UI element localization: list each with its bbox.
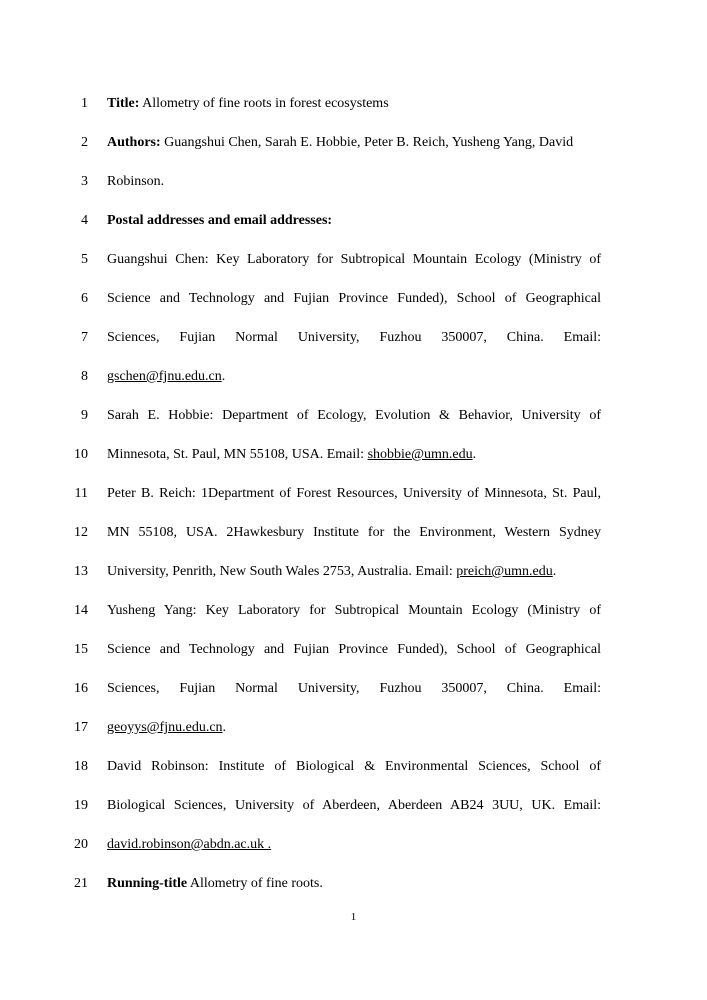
punctuation: . — [222, 720, 227, 735]
line-17 — [0, 718, 707, 738]
addresses-heading: Postal addresses and email addresses: — [107, 213, 333, 228]
line-number: 6 — [81, 291, 88, 306]
line-20 — [0, 835, 707, 855]
running-title-text: Allometry of fine roots. — [187, 876, 323, 891]
email-line — [107, 835, 601, 855]
title-label: Title: — [107, 96, 140, 111]
address-text: Sciences, Fujian Normal University, Fuzhou 350007, China. Email: — [107, 330, 601, 345]
punctuation: . — [221, 369, 226, 384]
title-text: Allometry of fine roots in forest ecosystems — [139, 96, 389, 111]
line-9 — [0, 406, 707, 426]
address-text: Sciences, Fujian Normal University, Fuzhou 350007, China. Email: — [107, 681, 601, 696]
address-text: David Robinson: Institute of Biological & Environmental Sciences, School of — [107, 759, 601, 774]
authors-label: Authors: — [107, 135, 161, 150]
authors-text: Guangshui Chen, Sarah E. Hobbie, Peter B. Reich, Yusheng Yang, David — [160, 135, 574, 150]
line-number: 16 — [74, 681, 88, 696]
running-title-line — [107, 874, 601, 894]
address-text: Science and Technology and Fujian Province Funded), School of Geographical — [107, 642, 601, 657]
email-link-shobbie[interactable]: shobbie@umn.edu — [367, 447, 473, 462]
line-6 — [0, 289, 707, 309]
line-19 — [0, 796, 707, 816]
line-number: 9 — [81, 408, 88, 423]
line-number: 15 — [74, 642, 88, 657]
line-number: 12 — [74, 525, 88, 540]
punctuation: . — [552, 564, 557, 579]
line-number: 1 — [81, 96, 88, 111]
line-number: 3 — [81, 174, 88, 189]
address-email-line — [107, 562, 601, 582]
line-13 — [0, 562, 707, 582]
line-number: 8 — [81, 369, 88, 384]
email-link-geoyys[interactable]: geoyys@fjnu.edu.cn — [107, 720, 223, 735]
punctuation: . — [472, 447, 477, 462]
line-number: 2 — [81, 135, 88, 150]
address-text: MN 55108, USA. 2Hawkesbury Institute for the Environment, Western Sydney — [107, 525, 601, 540]
line-number: 11 — [74, 486, 88, 501]
line-18 — [0, 757, 707, 777]
line-number: 4 — [81, 213, 88, 228]
address-text: Yusheng Yang: Key Laboratory for Subtropical Mountain Ecology (Ministry of — [107, 603, 601, 618]
line-11 — [0, 484, 707, 504]
address-text: Guangshui Chen: Key Laboratory for Subtropical Mountain Ecology (Ministry of — [107, 252, 601, 267]
line-number: 21 — [74, 876, 88, 891]
line-16 — [0, 679, 707, 699]
line-8 — [0, 367, 707, 387]
address-text: Sarah E. Hobbie: Department of Ecology, Evolution & Behavior, University of — [107, 408, 601, 423]
email-line — [107, 718, 601, 738]
line-3 — [0, 172, 707, 192]
line-number: 18 — [74, 759, 88, 774]
line-5 — [0, 250, 707, 270]
authors-line — [107, 133, 601, 153]
line-number: 17 — [74, 720, 88, 735]
line-number: 10 — [74, 447, 88, 462]
running-title-label: Running-title — [107, 876, 188, 891]
address-text: University, Penrith, New South Wales 2753, Australia. Email: — [107, 564, 457, 579]
email-link-robinson[interactable]: david.robinson@abdn.ac.uk . — [107, 837, 272, 852]
line-14 — [0, 601, 707, 621]
line-number: 20 — [74, 837, 88, 852]
address-text: Minnesota, St. Paul, MN 55108, USA. Email: — [107, 447, 368, 462]
line-number: 5 — [81, 252, 88, 267]
line-21 — [0, 874, 707, 894]
line-15 — [0, 640, 707, 660]
line-4 — [0, 211, 707, 231]
line-2 — [0, 133, 707, 153]
line-number: 13 — [74, 564, 88, 579]
title-line — [107, 94, 601, 114]
line-number: 19 — [74, 798, 88, 813]
email-link-gschen[interactable]: gschen@fjnu.edu.cn — [107, 369, 222, 384]
line-number: 7 — [81, 330, 88, 345]
line-1 — [0, 94, 707, 114]
line-12 — [0, 523, 707, 543]
address-text: Science and Technology and Fujian Province Funded), School of Geographical — [107, 291, 601, 306]
line-7 — [0, 328, 707, 348]
authors-continued: Robinson. — [107, 174, 165, 189]
address-email-line — [107, 445, 601, 465]
email-link-preich[interactable]: preich@umn.edu — [456, 564, 553, 579]
address-text: Biological Sciences, University of Aberdeen, Aberdeen AB24 3UU, UK. Email: — [107, 798, 601, 813]
address-text: Peter B. Reich: 1Department of Forest Resources, University of Minnesota, St. Paul, — [107, 486, 601, 501]
line-number: 14 — [74, 603, 88, 618]
email-line — [107, 367, 601, 387]
page-number: 1 — [350, 911, 357, 923]
line-10 — [0, 445, 707, 465]
